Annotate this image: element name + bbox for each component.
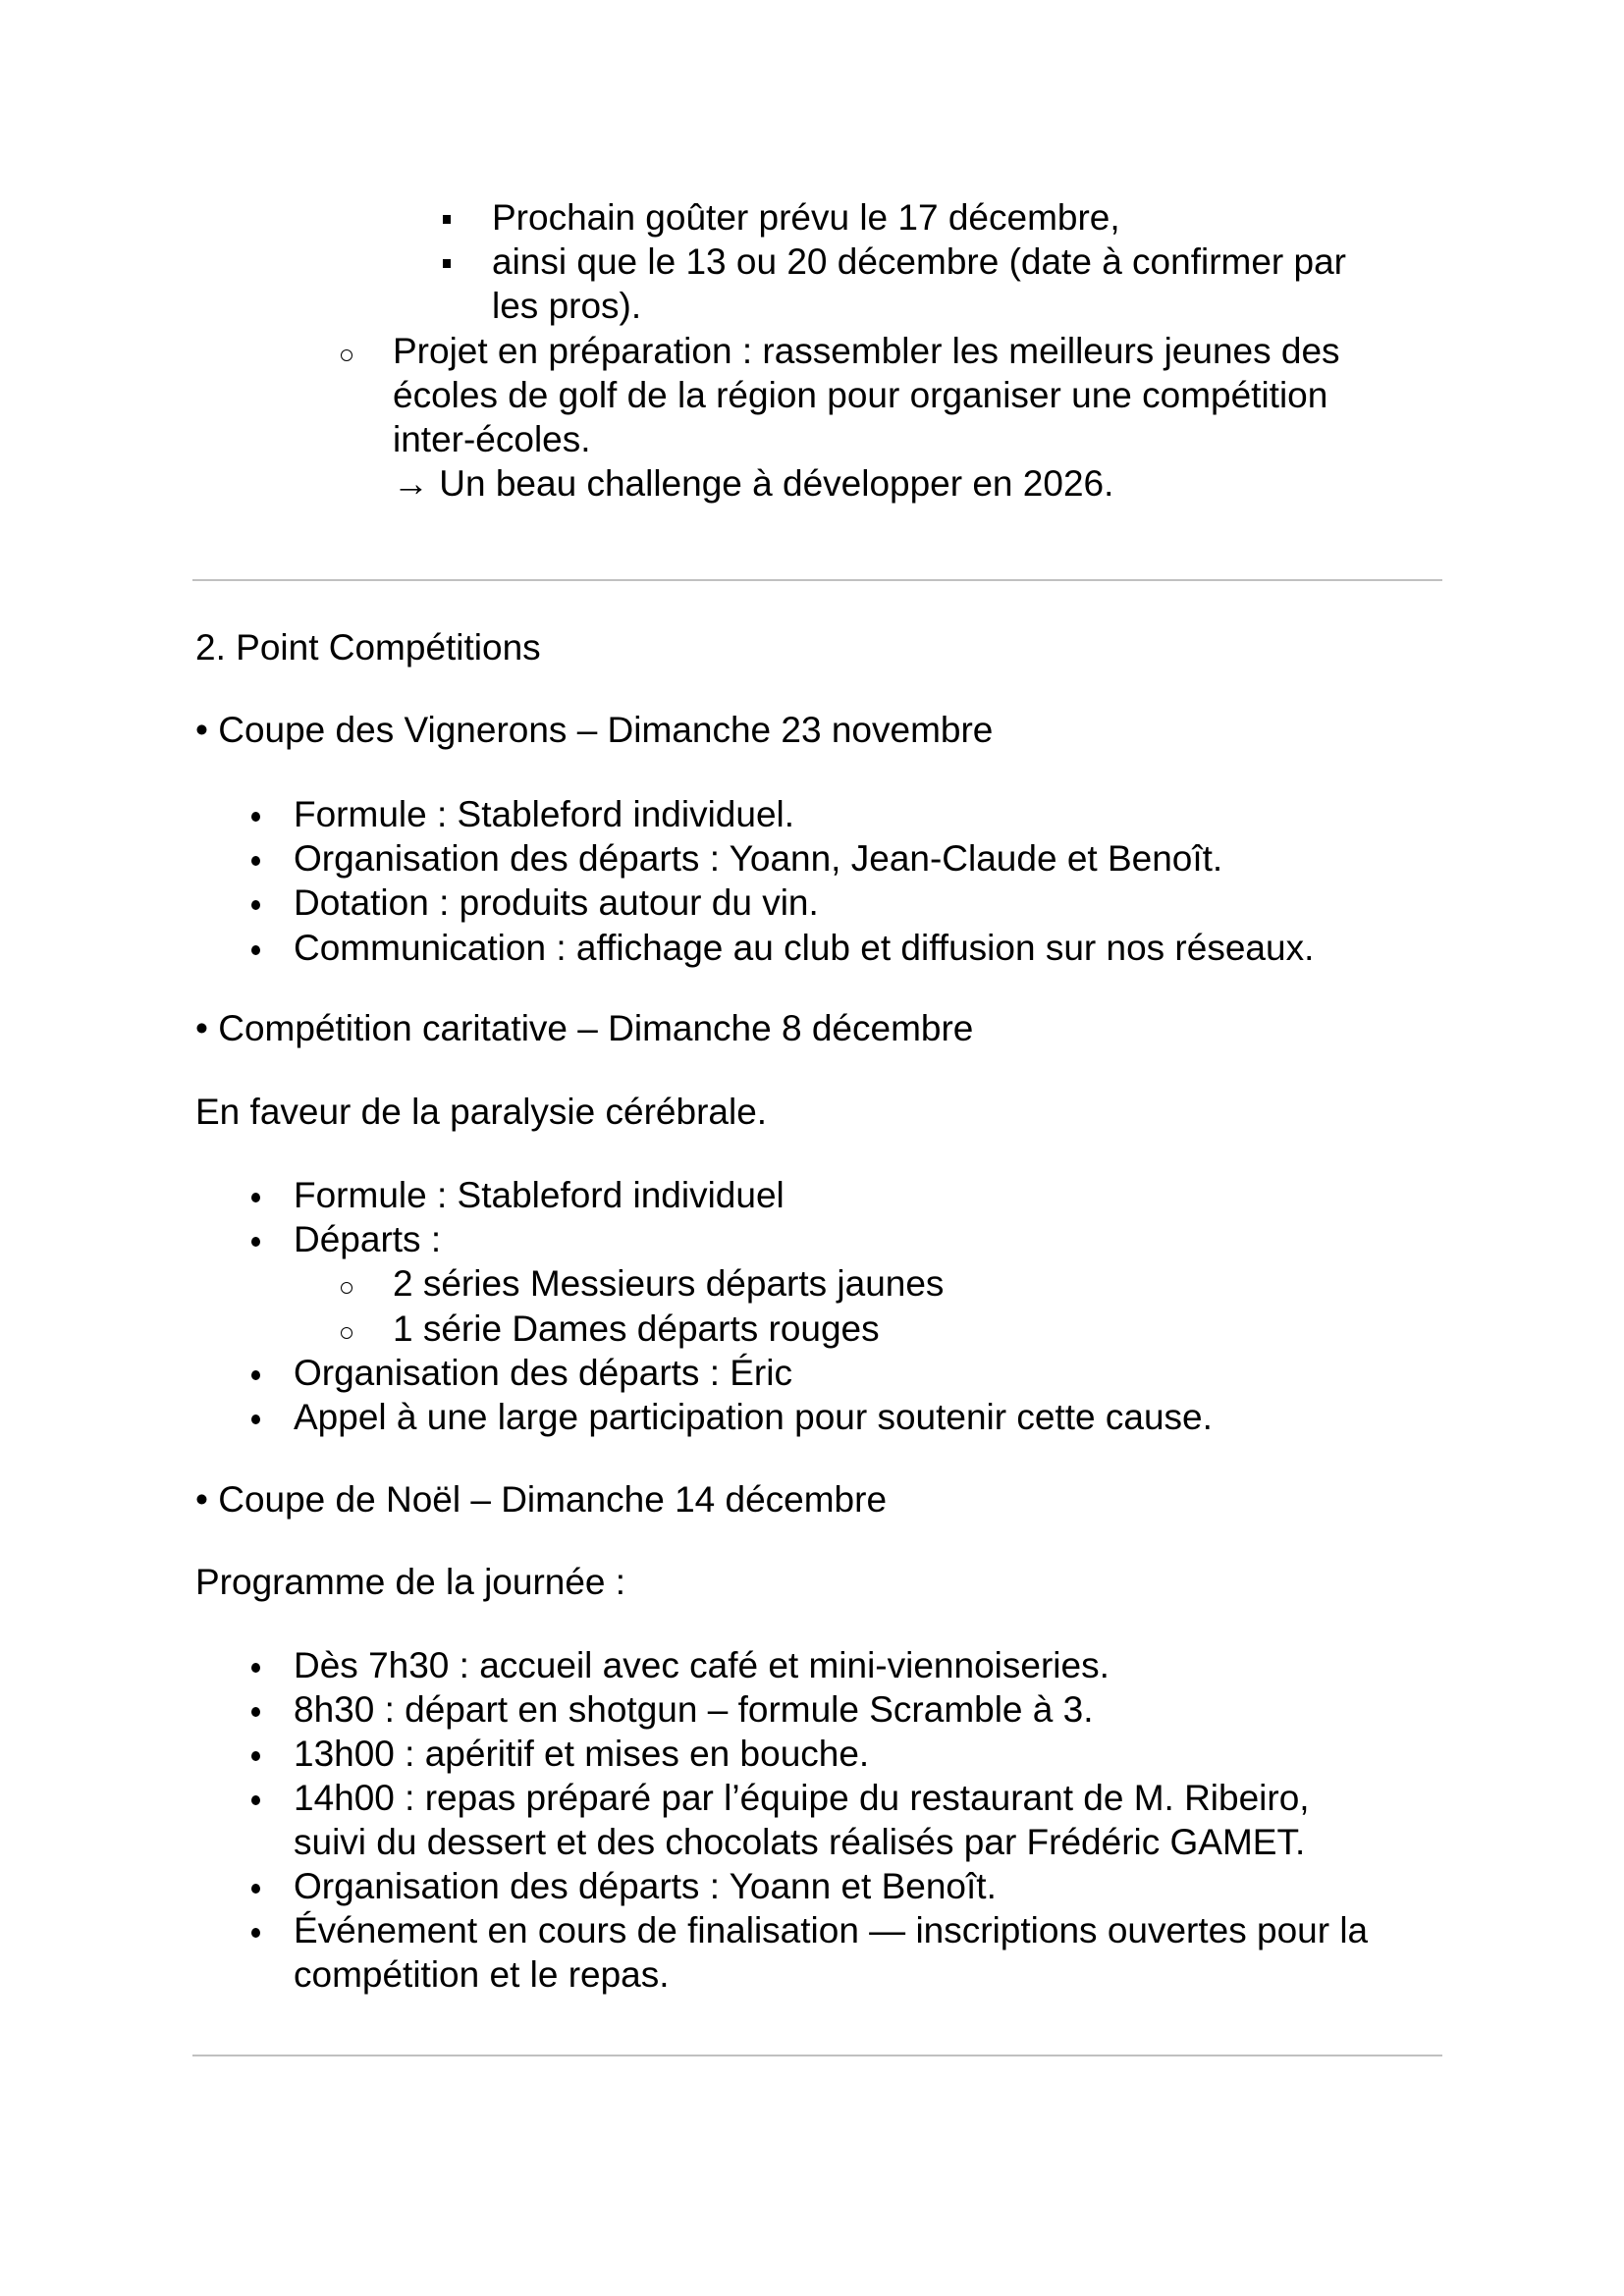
list-item: Organisation des départs : Yoann et Benoît. [294, 1866, 997, 1906]
bullet-icon [251, 1928, 260, 1938]
horizontal-divider [192, 2055, 1442, 2056]
list-item: Organisation des départs : Yoann, Jean-Claude et Benoît. [294, 838, 1223, 879]
list-item: Départs : [294, 1219, 442, 1259]
bullet-icon [251, 1415, 260, 1424]
bullet-icon [251, 812, 260, 822]
list-item-continuation: écoles de golf de la région pour organiser une compétition [393, 375, 1328, 415]
bullet-icon [251, 1193, 260, 1202]
bullet-icon [251, 1884, 260, 1894]
bullet-icon [251, 945, 260, 955]
bullet-icon [251, 1707, 260, 1717]
list-item: Projet en préparation : rassembler les meilleurs jeunes des [393, 331, 1340, 371]
list-item-continuation: suivi du dessert et des chocolats réalisés par Frédéric GAMET. [294, 1822, 1306, 1862]
list-item: ainsi que le 13 ou 20 décembre (date à confirmer par [492, 241, 1347, 282]
list-item: 1 série Dames départs rouges [393, 1308, 880, 1349]
list-item: Formule : Stableford individuel. [294, 794, 795, 834]
list-item: Appel à une large participation pour soutenir cette cause. [294, 1397, 1213, 1437]
bullet-icon [251, 1237, 260, 1247]
list-item: Communication : affichage au club et diffusion sur nos réseaux. [294, 928, 1315, 968]
section-title: 2. Point Compétitions [195, 627, 541, 667]
bullet-icon [251, 856, 260, 866]
paragraph: Programme de la journée : [195, 1562, 626, 1602]
list-item: Prochain goûter prévu le 17 décembre, [492, 197, 1120, 238]
bullet-icon [251, 1663, 260, 1673]
bullet-icon [251, 1370, 260, 1380]
list-item: 8h30 : départ en shotgun – formule Scramble à 3. [294, 1689, 1094, 1730]
event-heading: • Coupe de Noël – Dimanche 14 décembre [195, 1479, 888, 1520]
square-bullet-icon [443, 259, 451, 268]
list-item-continuation: compétition et le repas. [294, 1954, 670, 1995]
list-item: Dès 7h30 : accueil avec café et mini-viennoiseries. [294, 1645, 1110, 1685]
circle-bullet-icon [341, 1327, 352, 1339]
bullet-icon [251, 1795, 260, 1805]
list-item-continuation: → Un beau challenge à développer en 2026. [393, 463, 1114, 504]
circle-bullet-icon [341, 349, 352, 361]
list-item: 14h00 : repas préparé par l’équipe du restaurant de M. Ribeiro, [294, 1778, 1310, 1818]
square-bullet-icon [443, 215, 451, 224]
list-item: Organisation des départs : Éric [294, 1353, 792, 1393]
list-item-continuation: inter-écoles. [393, 419, 591, 459]
event-heading: • Coupe des Vignerons – Dimanche 23 novembre [195, 710, 994, 750]
list-item: 2 séries Messieurs départs jaunes [393, 1263, 945, 1304]
list-item: Événement en cours de finalisation — inscriptions ouvertes pour la [294, 1910, 1369, 1950]
list-item: Dotation : produits autour du vin. [294, 882, 819, 923]
list-item: 13h00 : apéritif et mises en bouche. [294, 1734, 870, 1774]
list-item: Formule : Stableford individuel [294, 1175, 785, 1215]
paragraph: En faveur de la paralysie cérébrale. [195, 1092, 768, 1132]
horizontal-divider [192, 579, 1442, 581]
event-heading: • Compétition caritative – Dimanche 8 décembre [195, 1008, 974, 1048]
circle-bullet-icon [341, 1282, 352, 1294]
bullet-icon [251, 1751, 260, 1761]
bullet-icon [251, 900, 260, 910]
list-item-continuation: les pros). [492, 286, 642, 326]
